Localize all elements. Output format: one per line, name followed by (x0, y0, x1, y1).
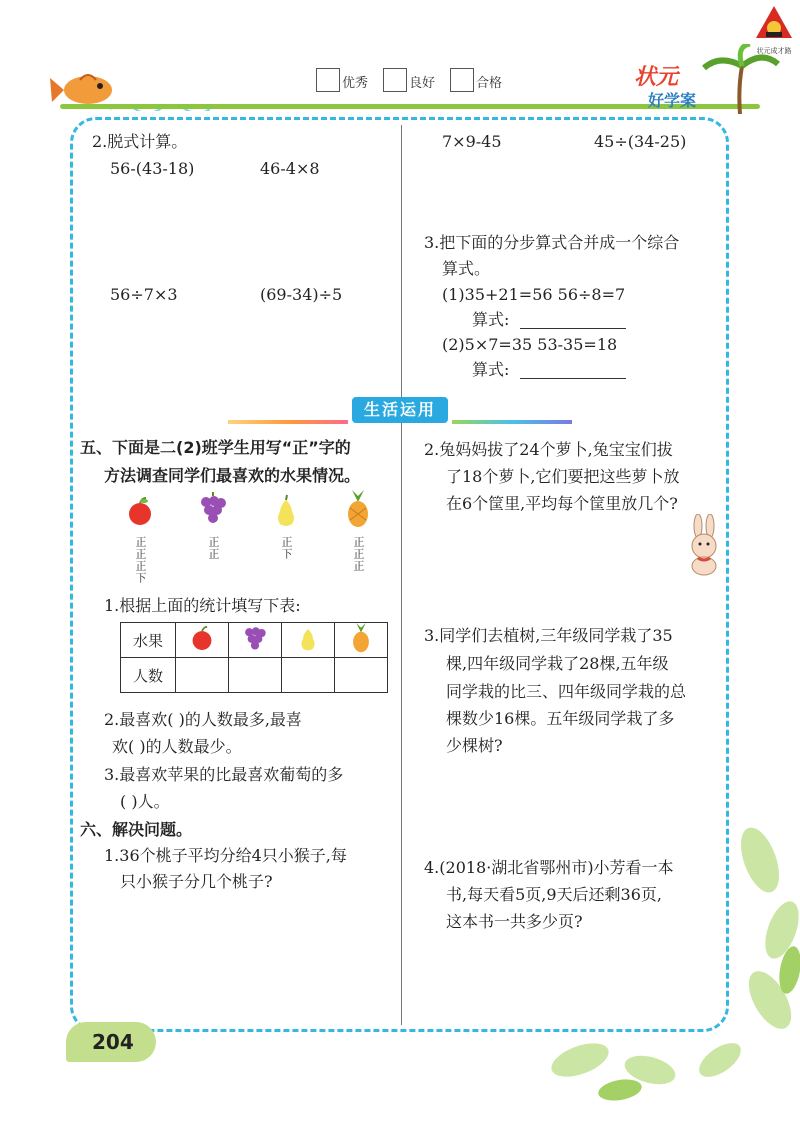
answer-cell[interactable] (335, 658, 388, 693)
table-header-cell: 水果 (121, 623, 176, 658)
calc-expression: 45÷(34-25) (594, 132, 687, 151)
tally-grape: 正正 (207, 536, 220, 560)
table-row (121, 658, 388, 693)
palm-tree-icon (700, 44, 780, 114)
pear-icon (272, 494, 300, 532)
logo-text: 状元成才路 (756, 47, 792, 55)
table-header-cell: 人数 (121, 658, 176, 693)
answer-cell[interactable] (229, 658, 282, 693)
calc-expression: 46-4×8 (260, 159, 320, 178)
apple-icon (190, 625, 214, 651)
table-cell-pineapple (335, 623, 388, 658)
answer-cell[interactable] (282, 658, 335, 693)
tally-apple: 正正正下 (134, 536, 147, 584)
pineapple-icon (349, 623, 373, 653)
table-cell-pear (282, 623, 335, 658)
table-cell-grape (229, 623, 282, 658)
grape-icon (242, 624, 268, 652)
rating-box-good[interactable] (383, 68, 407, 92)
answer-line[interactable] (520, 328, 626, 329)
brand-title-bottom: 好学案 (648, 91, 697, 110)
section5-q2: 2.最喜欢( )的人数最多,最喜 (104, 710, 302, 729)
banner-stripe-right (452, 420, 572, 424)
section5-q2-cont: 欢( )的人数最少。 (112, 737, 242, 756)
section-banner: 生活运用 (352, 397, 448, 423)
step-formula-2: (2)5×7=35 53-35=18 (442, 335, 618, 354)
step-formula-1: (1)35+21=56 56÷8=7 (442, 285, 626, 304)
fruit-count-table (120, 622, 388, 693)
calc-expression: (69-34)÷5 (260, 285, 343, 304)
calc-expression: 56÷7×3 (110, 285, 178, 304)
table-row (121, 623, 388, 658)
right-q4-cont: 这本书一共多少页? (446, 912, 583, 931)
calc-expression: 7×9-45 (442, 132, 502, 151)
pear-icon (296, 624, 320, 652)
brand-title-top: 状元 (634, 65, 679, 90)
right-q3-title: 3.把下面的分步算式合并成一个综合 (424, 233, 680, 252)
column-divider (401, 125, 402, 1025)
rating-label-excellent: 优秀 (342, 76, 369, 91)
section6-q1: 1.36个桃子平均分给4只小猴子,每 (104, 846, 347, 865)
pineapple-icon (344, 490, 372, 532)
right-q3: 3.同学们去植树,三年级同学栽了35 (424, 626, 673, 645)
section6-title: 六、解决问题。 (80, 820, 193, 839)
tally-pineapple: 正正正 (352, 536, 365, 572)
section5-q3-cont: ( )人。 (120, 792, 170, 811)
right-q3-cont: 同学栽的比三、四年级同学栽的总 (446, 682, 687, 701)
answer-line[interactable] (520, 378, 626, 379)
left-q2-title: 2.脱式计算。 (92, 132, 188, 151)
right-q2: 2.兔妈妈拔了24个萝卜,兔宝宝们拔 (424, 440, 673, 459)
right-q2-cont: 了18个萝卜,它们要把这些萝卜放 (446, 467, 680, 486)
right-q3-cont: 棵,四年级同学栽了28棵,五年级 (446, 654, 669, 673)
tally-pear: 正下 (280, 536, 293, 560)
section5-q3: 3.最喜欢苹果的比最喜欢葡萄的多 (104, 765, 344, 784)
section5-intro-cont: 方法调查同学们最喜欢的水果情况。 (104, 466, 361, 485)
formula-label: 算式: (472, 310, 510, 329)
right-q4-cont: 书,每天看5页,9天后还剩36页, (446, 885, 662, 904)
banner-stripe-left (228, 420, 348, 424)
formula-label: 算式: (472, 360, 510, 379)
section6-q1-cont: 只小猴子分几个桃子? (120, 872, 273, 891)
rabbit-icon (684, 514, 724, 580)
right-q3-cont: 少棵树? (446, 736, 503, 755)
right-q2-cont: 在6个筐里,平均每个筐里放几个? (446, 494, 678, 513)
section5-q1: 1.根据上面的统计填写下表: (104, 596, 301, 615)
rating-label-pass: 合格 (476, 76, 503, 91)
grape-icon (198, 492, 228, 530)
table-cell-apple (176, 623, 229, 658)
answer-cell[interactable] (176, 658, 229, 693)
page-number: 204 (92, 1030, 134, 1054)
section5-intro: 五、下面是二(2)班学生用写“正”字的 (80, 438, 351, 457)
right-q3-title-cont: 算式。 (442, 259, 491, 278)
apple-icon (126, 496, 154, 530)
leaves-decoration (520, 820, 800, 1120)
right-q4: 4.(2018·湖北省鄂州市)小芳看一本 (424, 858, 674, 877)
rating-label-good: 良好 (409, 76, 436, 91)
rating-box-pass[interactable] (450, 68, 474, 92)
rating-box-excellent[interactable] (316, 68, 340, 92)
calc-expression: 56-(43-18) (110, 159, 195, 178)
right-q3-cont: 棵数少16棵。五年级同学栽了多 (446, 709, 675, 728)
